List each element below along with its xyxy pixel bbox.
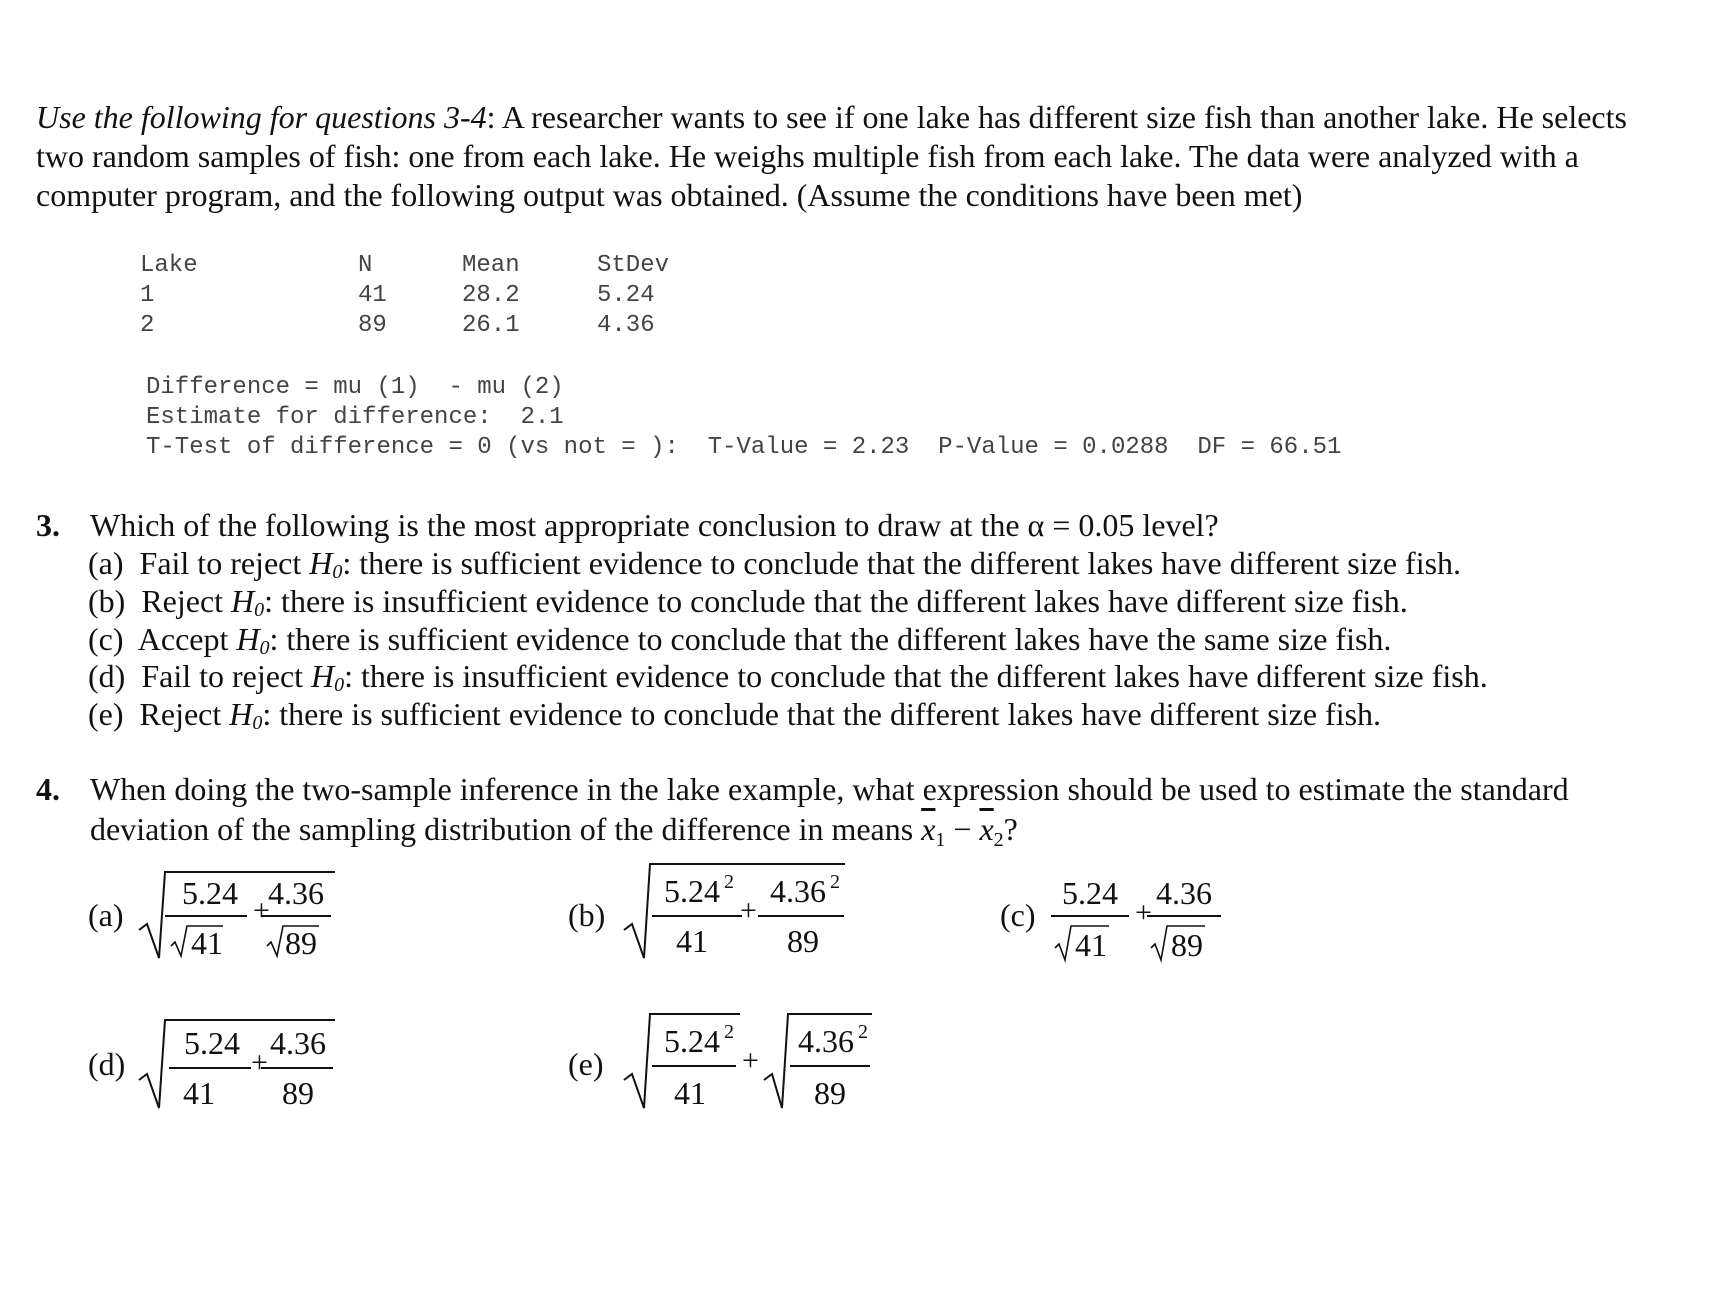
option-d-label: (d): [88, 1046, 126, 1082]
denominator-2: 89: [787, 923, 819, 959]
question-4-number: 4.: [36, 771, 60, 807]
header-n: N: [358, 252, 373, 279]
h0-subscript: 0: [334, 674, 345, 696]
intro-text: : A researcher wants to see if one lake has different size fish than another lake. He selects two random samples of fish: one from each lake. He weighs multiple fish from each lake. The data were analyzed with a computer program, and the following output was obtained. (Assume the conditions have been met): [36, 99, 1627, 213]
h0-symbol: H: [311, 658, 335, 694]
difference-line: Difference = mu (1) - mu (2): [146, 374, 564, 401]
exponent: 2: [724, 1021, 734, 1043]
h0-subscript: 0: [254, 599, 265, 621]
row2-stdev: 4.36: [597, 312, 655, 339]
denominator-2: 89: [1171, 927, 1203, 963]
h0-symbol: H: [236, 621, 260, 657]
exponent: 2: [724, 871, 734, 893]
denominator-1: 41: [674, 1075, 706, 1111]
plus-sign: +: [740, 894, 757, 927]
h0-subscript: 0: [259, 637, 270, 659]
ttest-line: T-Test of difference = 0 (vs not = ): T-Value = 2.23 P-Value = 0.0288 DF = 66.51: [146, 434, 1342, 461]
xbar-1-sub: 1: [935, 829, 946, 851]
q3-option-label: (c): [88, 621, 124, 657]
numerator-1: 5.24: [184, 1025, 240, 1061]
denominator-2: 89: [282, 1075, 314, 1111]
formula-a: [135, 862, 345, 962]
estimate-line: Estimate for difference: 2.1: [146, 404, 564, 431]
exponent: 2: [858, 1021, 868, 1043]
question-4-prompt-line1: When doing the two-sample inference in the lake example, what expression should be used to estimate the standard: [90, 771, 1569, 807]
plus-sign: +: [253, 894, 270, 927]
denominator-1: 41: [1075, 927, 1107, 963]
h0-symbol: H: [229, 696, 253, 732]
row2-mean: 26.1: [462, 312, 520, 339]
q3-option-text: : there is sufficient evidence to conclude that the different lakes have different size fish.: [262, 696, 1382, 732]
intro-paragraph: [36, 98, 1676, 215]
q3-option-text: : there is sufficient evidence to conclude that the different lakes have different size fish.: [342, 545, 1462, 581]
option-a-label: (a): [88, 897, 124, 933]
row1-stdev: 5.24: [597, 282, 655, 309]
formula-d: [135, 1012, 345, 1112]
formula-b: [620, 856, 855, 962]
denominator-2: 89: [285, 925, 317, 961]
row1-mean: 28.2: [462, 282, 520, 309]
q3-option-verb: Accept: [137, 621, 229, 657]
denominator-1: 41: [191, 925, 223, 961]
q3-option-label: (d): [88, 658, 126, 694]
header-stdev: StDev: [597, 252, 670, 279]
output-row: [140, 282, 740, 312]
output-row: [140, 312, 740, 342]
row1-lake: 1: [140, 282, 155, 309]
xbar-1: $\overline{x}$: [921, 811, 936, 847]
numerator-2: 4.36: [798, 1023, 854, 1059]
numerator-2: 4.36: [268, 875, 324, 911]
q3-option-text: : there is insufficient evidence to conclude that the different lakes have different size fish.: [264, 583, 1408, 619]
option-e-label: (e): [568, 1046, 604, 1082]
numerator-1: 5.24: [664, 1023, 720, 1059]
row1-n: 41: [358, 282, 387, 309]
q3-option-label: (a): [88, 545, 124, 581]
q3-option-verb: Fail to reject: [141, 658, 304, 694]
plus-sign: +: [742, 1044, 759, 1077]
h0-subscript: 0: [252, 712, 263, 734]
row2-n: 89: [358, 312, 387, 339]
q3-option-text: : there is insufficient evidence to conclude that the different lakes have different size fish.: [344, 658, 1488, 694]
formula-c: [1045, 868, 1225, 968]
question-4-prompt-line2: [90, 810, 1018, 859]
numerator-2: 4.36: [770, 873, 826, 909]
formula-e: [620, 1006, 880, 1112]
output-header-row: [140, 252, 740, 282]
denominator-2: 89: [814, 1075, 846, 1111]
q3-option-verb: Reject: [139, 696, 222, 732]
q3-option-label: (e): [88, 696, 124, 732]
numerator-1: 5.24: [664, 873, 720, 909]
h0-symbol: H: [309, 545, 333, 581]
header-mean: Mean: [462, 252, 520, 279]
h0-symbol: H: [231, 583, 255, 619]
question-mark: ?: [1003, 811, 1018, 847]
intro-lead: Use the following for questions 3-4: [36, 99, 487, 135]
numerator-2: 4.36: [270, 1025, 326, 1061]
question-3-number: 3.: [36, 507, 60, 543]
numerator-1: 5.24: [1062, 875, 1118, 911]
q3-option-label: (b): [88, 583, 126, 619]
question-4-prompt-text: deviation of the sampling distribution of the difference in means: [90, 811, 914, 847]
q3-option-verb: Fail to reject: [139, 545, 302, 581]
option-b-label: (b): [568, 897, 606, 933]
question-3-prompt: Which of the following is the most appropriate conclusion to draw at the α = 0.05 level?: [90, 507, 1219, 543]
q3-option-verb: Reject: [141, 583, 224, 619]
denominator-1: 41: [183, 1075, 215, 1111]
xbar-2-sub: 2: [993, 829, 1004, 851]
h0-subscript: 0: [332, 561, 343, 583]
numerator-2: 4.36: [1156, 875, 1212, 911]
xbar-2: $\overline{x}$: [979, 811, 994, 847]
q3-option: [88, 695, 1381, 742]
denominator-1: 41: [676, 923, 708, 959]
exponent: 2: [830, 871, 840, 893]
option-c-label: (c): [1000, 897, 1036, 933]
header-lake: Lake: [140, 252, 198, 279]
plus-sign: +: [251, 1046, 268, 1079]
numerator-1: 5.24: [182, 875, 238, 911]
plus-sign: +: [1135, 896, 1152, 929]
minus-sign: −: [953, 811, 972, 847]
row2-lake: 2: [140, 312, 155, 339]
q3-option-text: : there is sufficient evidence to conclude that the different lakes have the same size fish.: [269, 621, 1392, 657]
